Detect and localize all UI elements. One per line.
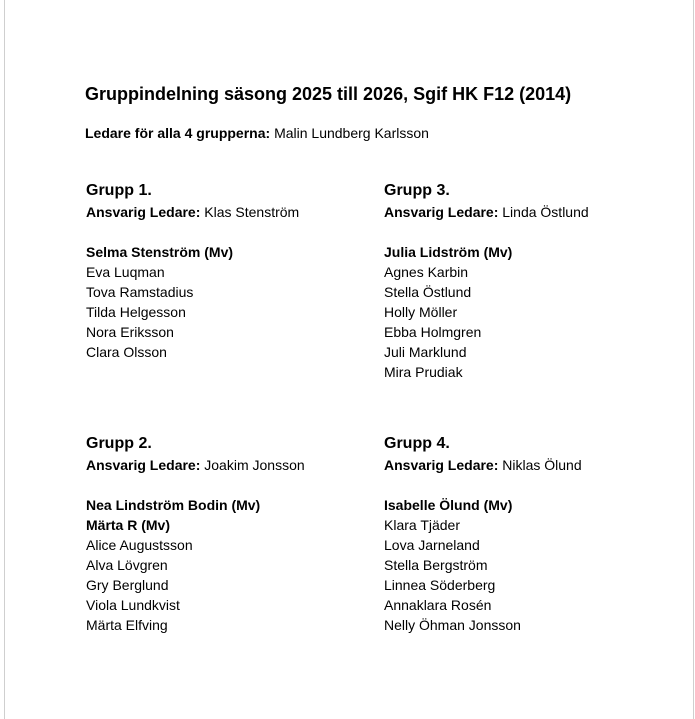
player: Gry Berglund <box>86 577 169 593</box>
group-leader <box>384 455 674 475</box>
leader-label: Ansvarig Ledare: <box>86 457 201 473</box>
player: Annaklara Rosén <box>384 597 492 613</box>
group-1 <box>86 180 376 362</box>
leader-label: Ansvarig Ledare: <box>384 457 499 473</box>
player: Viola Lundkvist <box>86 597 180 613</box>
goalkeeper: Julia Lidström (Mv) <box>384 244 513 260</box>
goalkeeper: Nea Lindström Bodin (Mv) <box>86 497 261 513</box>
group-title: Grupp 1. <box>86 182 152 199</box>
player: Clara Olsson <box>86 344 167 360</box>
group-title: Grupp 2. <box>86 435 152 452</box>
player: Klara Tjäder <box>384 517 461 533</box>
player: Holly Möller <box>384 304 458 320</box>
player: Tova Ramstadius <box>86 284 194 300</box>
player: Agnes Karbin <box>384 264 469 280</box>
player: Ebba Holmgren <box>384 324 482 340</box>
player: Mira Prudiak <box>384 364 463 380</box>
group-title: Grupp 3. <box>384 182 450 199</box>
player: Stella Östlund <box>384 284 472 300</box>
leader-name: Klas Stenström <box>204 204 300 220</box>
player: Alva Lövgren <box>86 557 168 573</box>
leader-label: Ansvarig Ledare: <box>384 204 499 220</box>
player: Alice Augustsson <box>86 537 193 553</box>
player: Nora Eriksson <box>86 324 174 340</box>
leader-name: Joakim Jonsson <box>204 457 305 473</box>
goalkeeper: Märta R (Mv) <box>86 517 171 533</box>
goalkeeper: Selma Stenström (Mv) <box>86 244 234 260</box>
player: Märta Elfving <box>86 617 168 633</box>
group-title: Grupp 4. <box>384 435 450 452</box>
leader-name: Niklas Ölund <box>502 457 582 473</box>
player: Tilda Helgesson <box>86 304 186 320</box>
player: Lova Jarneland <box>384 537 480 553</box>
player: Stella Bergström <box>384 557 488 573</box>
player: Eva Luqman <box>86 264 165 280</box>
player: Nelly Öhman Jonsson <box>384 617 521 633</box>
leader-name: Linda Östlund <box>502 204 589 220</box>
document-title: Gruppindelning säsong 2025 till 2026, Sgif HK F12 (2014) <box>85 84 572 104</box>
leaders-all-line <box>85 125 429 141</box>
leaders-all-value: Malin Lundberg Karlsson <box>274 125 429 141</box>
leader-label: Ansvarig Ledare: <box>86 204 201 220</box>
leaders-all-label: Ledare för alla 4 grupperna: <box>85 125 271 141</box>
player: Juli Marklund <box>384 344 467 360</box>
group-3 <box>384 180 674 382</box>
group-leader <box>86 455 376 475</box>
group-4 <box>384 433 674 635</box>
group-leader <box>384 202 674 222</box>
group-leader <box>86 202 376 222</box>
player: Linnea Söderberg <box>384 577 496 593</box>
group-2 <box>86 433 376 635</box>
goalkeeper: Isabelle Ölund (Mv) <box>384 497 513 513</box>
